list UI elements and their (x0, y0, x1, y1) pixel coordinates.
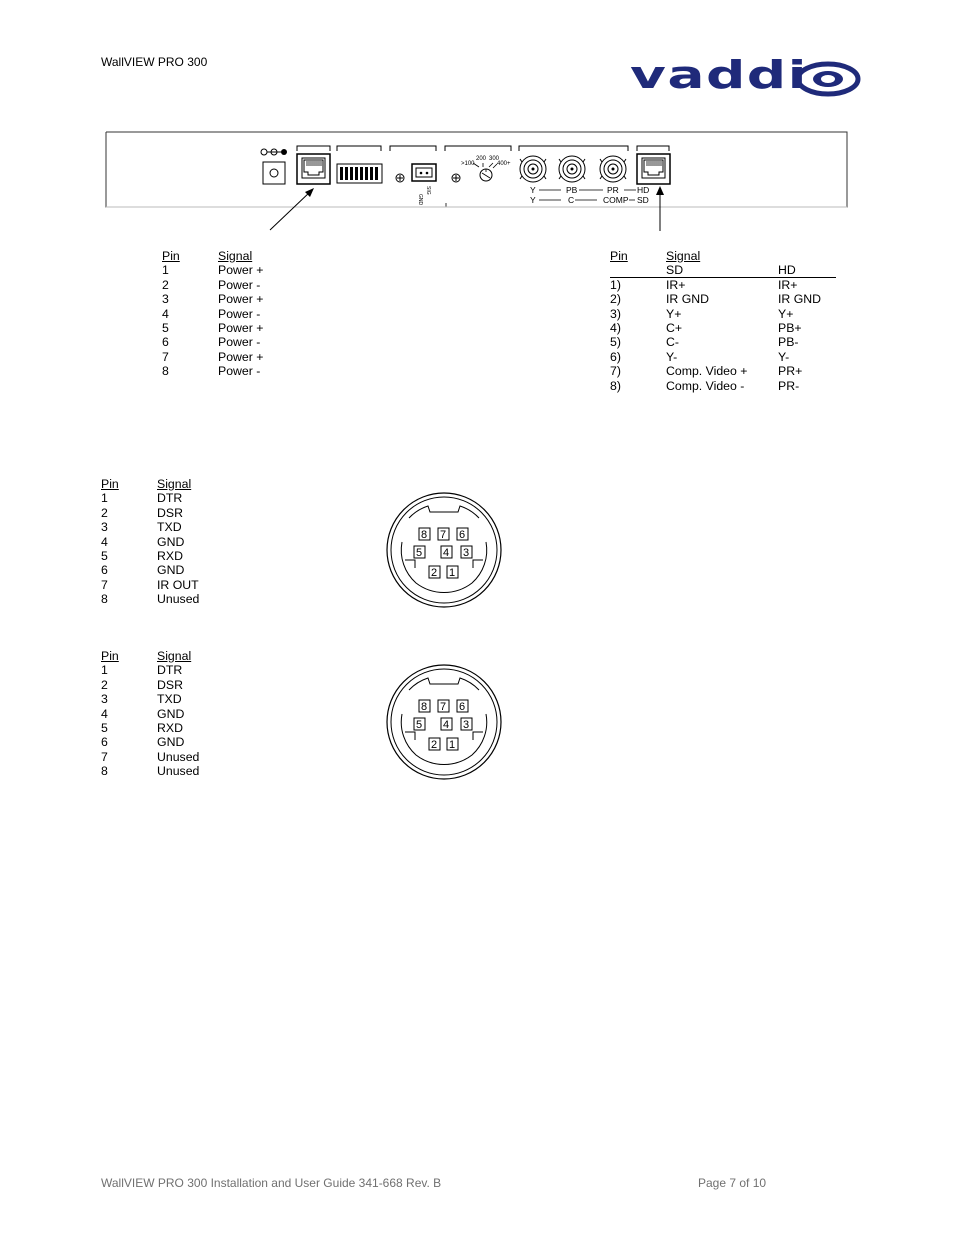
svg-text:5: 5 (416, 547, 423, 559)
table-row: 5) C- PB- (610, 335, 799, 350)
svg-text:400+: 400+ (497, 161, 511, 167)
mini-din-connector-2 (384, 662, 504, 782)
table-row: 2 DSR (101, 505, 183, 520)
table-row: 5 Power + (162, 320, 264, 335)
svg-text:6: 6 (459, 529, 466, 541)
bnc-connector-pb (559, 156, 585, 182)
svg-text:200: 200 (476, 156, 487, 162)
table-row: 8 Unused (101, 764, 200, 779)
screw-icon (396, 174, 404, 182)
sig-label: SIG (425, 186, 431, 195)
table-row: 1 DTR (101, 491, 183, 506)
table-row: 5 RXD (101, 548, 183, 563)
table-row: 1 DTR (101, 663, 183, 678)
gnd-label: GND (417, 194, 423, 206)
table-row: 8) Comp. Video - PR- (610, 378, 800, 393)
footer-page-number: Page 7 of 10 (698, 1176, 767, 1190)
table-row: 3 TXD (101, 520, 182, 535)
table-row: 1 Power + (162, 263, 264, 278)
table-row: 6 GND (101, 563, 185, 578)
svg-text:300: 300 (489, 156, 500, 162)
footer-document-id: WallVIEW PRO 300 Installation and User Guide 341-668 Rev. B (101, 1176, 442, 1190)
table-row: 8 Unused (101, 592, 200, 607)
table-row: 7) Comp. Video + PR+ (610, 364, 803, 379)
bnc-connector-y (520, 156, 546, 182)
table-row: 4 GND (101, 534, 185, 549)
svg-text:3: 3 (463, 719, 470, 731)
svg-text:6: 6 (459, 701, 466, 713)
table-row: 7 IR OUT (101, 577, 199, 592)
video-pinout-table: Pin Signal SD HD 1) IR+ IR+ 2) IR GND IR GND 3) Y+ Y+ 4) C+ PB+ 5) C- PB- 6) Y- Y- 7) Comp. Video + PR+ 8) Comp. Video - PR- (610, 249, 836, 393)
label-c: C (568, 195, 575, 205)
label-comp: COMP (603, 195, 629, 205)
label-hd: HD (637, 185, 650, 195)
vaddio-logo (628, 52, 862, 98)
label-pr: PR (607, 185, 619, 195)
rear-panel-diagram (105, 131, 848, 209)
ir-terminal-block (412, 164, 436, 181)
table-row: 6 GND (101, 735, 185, 750)
table-row: 1) IR+ IR+ (610, 277, 798, 292)
svg-text:4: 4 (443, 547, 450, 559)
rj45-power-port (297, 154, 330, 184)
serial-pinout-table-1: Pin Signal 1 DTR 2 DSR 3 TXD 4 GND 5 RXD 6 GND 7 IR OUT 8 Unused (101, 477, 231, 607)
document-title: WallVIEW PRO 300 (101, 55, 208, 69)
svg-text:1: 1 (449, 739, 456, 751)
label-sd: SD (637, 195, 649, 205)
svg-text:vaddi: vaddi (630, 53, 808, 97)
power-pinout-table: Pin Signal 1 Power + 2 Power - 3 Power + 4 Power - 5 Power + 6 Power - 7 Power + 8 Power - (162, 249, 302, 379)
table-row: 2 DSR (101, 677, 183, 692)
table-row: 4 GND (101, 706, 185, 721)
svg-text:3: 3 (463, 547, 470, 559)
rotary-switch (461, 156, 511, 181)
table-row: 3 Power + (162, 292, 264, 307)
svg-text:4: 4 (443, 719, 450, 731)
svg-text:1: 1 (449, 567, 456, 579)
svg-text:5: 5 (416, 719, 423, 731)
callout-arrow-left (265, 185, 317, 235)
svg-text:8: 8 (421, 701, 428, 713)
bnc-connector-pr (600, 156, 626, 182)
svg-text:2: 2 (431, 739, 438, 751)
label-y-2: Y (530, 195, 536, 205)
serial-pinout-table-2: Pin Signal 1 DTR 2 DSR 3 TXD 4 GND 5 RXD 6 GND 7 Unused 8 Unused (101, 649, 231, 779)
rj45-video-port (637, 154, 670, 184)
table-row: 7 Unused (101, 749, 200, 764)
svg-text:7: 7 (440, 701, 447, 713)
table-row: 2) IR GND IR GND (610, 292, 822, 307)
table-row: 8 Power - (162, 364, 261, 379)
label-y: Y (530, 185, 536, 195)
svg-text:2: 2 (431, 567, 438, 579)
table-row: 4 Power - (162, 306, 261, 321)
table-row: 6) Y- Y- (610, 349, 790, 364)
callout-arrow-right (654, 185, 666, 233)
svg-text:8: 8 (421, 529, 428, 541)
table-row: 4) C+ PB+ (610, 320, 802, 335)
svg-text:7: 7 (440, 529, 447, 541)
table-row: 3 TXD (101, 692, 182, 707)
table-row: 2 Power - (162, 277, 261, 292)
table-row: 5 RXD (101, 720, 183, 735)
power-polarity-icon (261, 149, 287, 155)
dip-switch (337, 164, 382, 183)
table-row: 6 Power - (162, 335, 261, 350)
svg-text:>100: >100 (461, 161, 475, 167)
label-pb: PB (566, 185, 578, 195)
screw-icon (452, 174, 460, 182)
table-row: 3) Y+ Y+ (610, 306, 794, 321)
table-row: 7 Power + (162, 349, 264, 364)
mini-din-connector-1 (384, 490, 504, 610)
